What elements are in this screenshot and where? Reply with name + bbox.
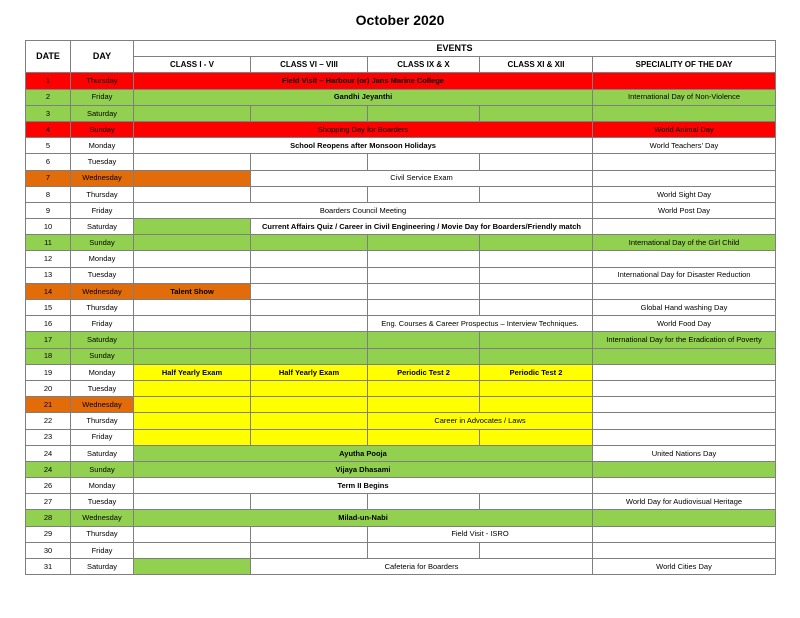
date-cell: 18 [26,348,71,364]
event-cell [251,429,368,445]
event-cell: Periodic Test 2 [368,364,480,380]
date-cell: 15 [26,300,71,316]
class-9-10-header: CLASS IX & X [368,57,480,73]
day-cell: Sunday [71,121,134,137]
table-row [26,332,776,348]
event-cell [368,542,480,558]
speciality-header: SPECIALITY OF THE DAY [593,57,776,73]
day-cell: Wednesday [71,170,134,186]
table-row [26,526,776,542]
event-cell [251,283,368,299]
event-cell [134,251,251,267]
speciality-cell: World Teachers’ Day [593,138,776,154]
event-cell [480,186,593,202]
event-cell [368,380,480,396]
speciality-cell [593,526,776,542]
event-cell: Current Affairs Quiz / Career in Civil Engineering / Movie Day for Boarders/Friendly match [251,219,593,235]
speciality-cell: World Food Day [593,316,776,332]
event-cell [368,300,480,316]
event-cell [480,267,593,283]
event-cell [368,235,480,251]
table-row [26,219,776,235]
event-cell [251,413,368,429]
day-cell: Thursday [71,186,134,202]
table-row [26,429,776,445]
table-row [26,445,776,461]
event-cell: Periodic Test 2 [480,364,593,380]
day-cell: Tuesday [71,154,134,170]
event-cell [368,267,480,283]
event-cell: Milad-un-Nabi [134,510,593,526]
event-cell [480,380,593,396]
event-cell [480,235,593,251]
table-row [26,494,776,510]
table-row [26,413,776,429]
table-row [26,380,776,396]
day-cell: Friday [71,316,134,332]
day-header: DAY [71,41,134,73]
class-11-12-header: CLASS XI & XII [480,57,593,73]
date-cell: 31 [26,559,71,575]
event-cell [368,429,480,445]
date-cell: 13 [26,267,71,283]
event-cell [134,316,251,332]
event-cell [251,300,368,316]
table-row [26,397,776,413]
day-cell: Wednesday [71,397,134,413]
day-cell: Wednesday [71,510,134,526]
speciality-cell: World Cities Day [593,559,776,575]
day-cell: Thursday [71,300,134,316]
event-cell: Civil Service Exam [251,170,593,186]
event-cell [134,559,251,575]
speciality-cell [593,478,776,494]
date-cell: 1 [26,73,71,89]
day-cell: Sunday [71,235,134,251]
speciality-cell: Global Hand washing Day [593,300,776,316]
event-cell [251,332,368,348]
subheader-row [26,57,776,73]
event-cell [134,397,251,413]
event-cell [134,348,251,364]
event-cell [480,332,593,348]
event-cell [134,154,251,170]
date-cell: 6 [26,154,71,170]
event-cell [368,251,480,267]
event-cell [368,186,480,202]
speciality-cell [593,542,776,558]
table-row [26,348,776,364]
event-cell [134,267,251,283]
speciality-cell: World Day for Audiovisual Heritage [593,494,776,510]
event-cell [134,300,251,316]
event-cell [251,348,368,364]
day-cell: Tuesday [71,380,134,396]
event-cell [480,105,593,121]
event-cell [134,526,251,542]
speciality-cell [593,380,776,396]
speciality-cell [593,413,776,429]
date-cell: 12 [26,251,71,267]
day-cell: Monday [71,251,134,267]
event-cell [251,316,368,332]
event-cell: Field Visit – Harbour (or) Jans Marine College [134,73,593,89]
day-cell: Saturday [71,332,134,348]
table-row [26,235,776,251]
event-cell [134,332,251,348]
event-cell [480,397,593,413]
day-cell: Monday [71,364,134,380]
table-row [26,73,776,89]
event-cell [134,380,251,396]
event-cell: Eng. Courses & Career Prospectus – Interview Techniques. [368,316,593,332]
event-cell [368,105,480,121]
event-cell: Vijaya Dhasami [134,461,593,477]
date-cell: 21 [26,397,71,413]
table-row [26,559,776,575]
event-cell: Shopping Day for Boarders [134,121,593,137]
event-cell: Half Yearly Exam [251,364,368,380]
event-cell [251,186,368,202]
event-cell [480,300,593,316]
speciality-cell [593,251,776,267]
event-cell [368,332,480,348]
day-cell: Tuesday [71,267,134,283]
event-cell: Ayutha Pooja [134,445,593,461]
event-cell [368,348,480,364]
date-cell: 20 [26,380,71,396]
date-cell: 7 [26,170,71,186]
event-cell: Half Yearly Exam [134,364,251,380]
speciality-cell: United Nations Day [593,445,776,461]
events-header: EVENTS [134,41,776,57]
event-cell [368,397,480,413]
table-row [26,170,776,186]
event-cell [251,526,368,542]
date-cell: 2 [26,89,71,105]
event-cell [480,494,593,510]
event-cell [134,542,251,558]
speciality-cell [593,348,776,364]
date-cell: 17 [26,332,71,348]
day-cell: Friday [71,542,134,558]
date-cell: 10 [26,219,71,235]
table-row [26,138,776,154]
day-cell: Sunday [71,348,134,364]
event-cell [480,251,593,267]
day-cell: Saturday [71,559,134,575]
table-row [26,542,776,558]
event-cell [480,429,593,445]
date-cell: 26 [26,478,71,494]
event-cell [480,283,593,299]
date-cell: 23 [26,429,71,445]
class-6-8-header: CLASS VI – VIII [251,57,368,73]
event-cell: Gandhi Jeyanthi [134,89,593,105]
table-row [26,461,776,477]
day-cell: Thursday [71,73,134,89]
event-cell [251,397,368,413]
event-cell [251,542,368,558]
table-row [26,283,776,299]
speciality-cell: International Day for Disaster Reduction [593,267,776,283]
speciality-cell: World Post Day [593,202,776,218]
event-cell [134,235,251,251]
speciality-cell: World Animal Day [593,121,776,137]
calendar-table [25,40,776,575]
event-cell [368,154,480,170]
date-cell: 3 [26,105,71,121]
event-cell [251,494,368,510]
date-cell: 29 [26,526,71,542]
date-cell: 22 [26,413,71,429]
event-cell [134,494,251,510]
event-cell: Field Visit - ISRO [368,526,593,542]
day-cell: Monday [71,138,134,154]
event-cell [251,235,368,251]
date-cell: 9 [26,202,71,218]
speciality-cell: International Day of Non-Violence [593,89,776,105]
date-cell: 4 [26,121,71,137]
class-1-5-header: CLASS I - V [134,57,251,73]
event-cell [134,105,251,121]
day-cell: Saturday [71,105,134,121]
event-cell: Career in Advocates / Laws [368,413,593,429]
table-row [26,316,776,332]
event-cell: Term II Begins [134,478,593,494]
table-row [26,510,776,526]
event-cell [480,542,593,558]
speciality-cell [593,170,776,186]
day-cell: Saturday [71,445,134,461]
speciality-cell [593,461,776,477]
table-row [26,89,776,105]
speciality-cell [593,510,776,526]
speciality-cell [593,105,776,121]
table-row [26,121,776,137]
table-row [26,105,776,121]
speciality-cell [593,364,776,380]
speciality-cell: World Sight Day [593,186,776,202]
speciality-cell: International Day for the Eradication of Poverty [593,332,776,348]
event-cell [480,348,593,364]
table-row [26,364,776,380]
date-cell: 24 [26,461,71,477]
event-cell [134,429,251,445]
date-cell: 5 [26,138,71,154]
event-cell [134,186,251,202]
day-cell: Sunday [71,461,134,477]
date-cell: 24 [26,445,71,461]
speciality-cell [593,397,776,413]
date-cell: 27 [26,494,71,510]
date-cell: 28 [26,510,71,526]
event-cell [368,283,480,299]
event-cell [251,251,368,267]
date-cell: 16 [26,316,71,332]
speciality-cell: International Day of the Girl Child [593,235,776,251]
event-cell [251,154,368,170]
table-row [26,267,776,283]
date-cell: 30 [26,542,71,558]
day-cell: Friday [71,202,134,218]
event-cell: School Reopens after Monsoon Holidays [134,138,593,154]
event-cell: Boarders Council Meeting [134,202,593,218]
page-title: October 2020 [355,12,445,28]
day-cell: Monday [71,478,134,494]
event-cell: Talent Show [134,283,251,299]
event-cell [480,154,593,170]
table-row [26,251,776,267]
speciality-cell [593,219,776,235]
event-cell: Cafeteria for Boarders [251,559,593,575]
table-row [26,202,776,218]
event-cell [251,267,368,283]
event-cell [251,380,368,396]
speciality-cell [593,73,776,89]
header-row [26,41,776,57]
day-cell: Friday [71,429,134,445]
date-cell: 11 [26,235,71,251]
day-cell: Thursday [71,526,134,542]
date-cell: 8 [26,186,71,202]
speciality-cell [593,429,776,445]
day-cell: Thursday [71,413,134,429]
day-cell: Friday [71,89,134,105]
event-cell [134,219,251,235]
speciality-cell [593,154,776,170]
date-cell: 14 [26,283,71,299]
date-cell: 19 [26,364,71,380]
event-cell [134,170,251,186]
speciality-cell [593,283,776,299]
day-cell: Saturday [71,219,134,235]
event-cell [251,105,368,121]
table-row [26,186,776,202]
table-row [26,478,776,494]
event-cell [134,413,251,429]
date-header: DATE [26,41,71,73]
day-cell: Wednesday [71,283,134,299]
event-cell [368,494,480,510]
day-cell: Tuesday [71,494,134,510]
table-row [26,154,776,170]
table-row [26,300,776,316]
